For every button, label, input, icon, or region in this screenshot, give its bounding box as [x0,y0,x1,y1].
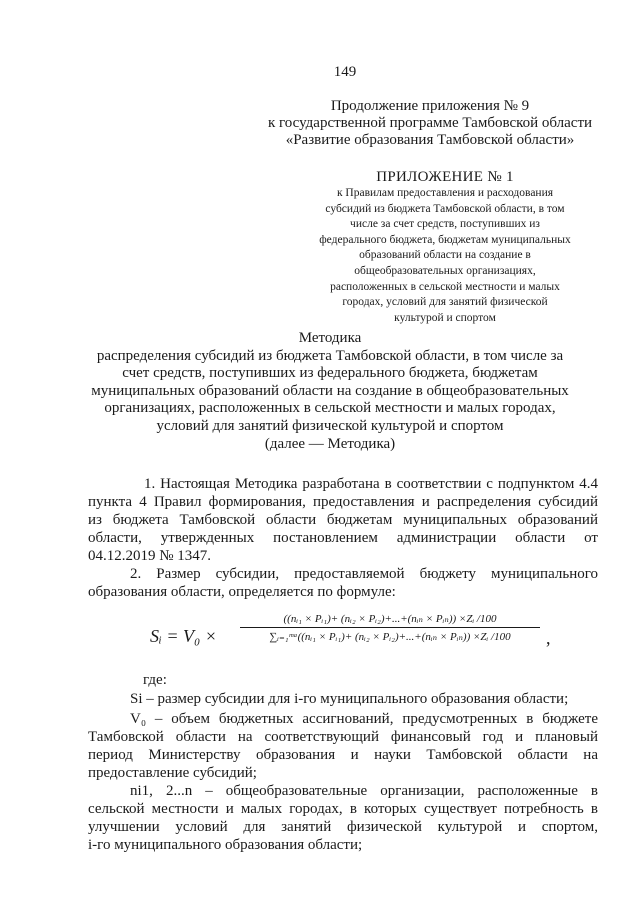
definition-n [88,782,598,854]
definition-si [88,690,598,708]
paragraph-line: пункта 4 Правил формирования, предоставления и распределения субсидий [88,494,598,510]
appendix-line: образований области на создание в [359,249,531,262]
appendix-line: числе за счет средств, поступивших из [350,218,540,231]
paragraph-line: области, утвержденных постановлением администрации области от [88,530,598,546]
appendix-subtitle [300,186,590,326]
methodology-line: муниципальных образований области на создание в общеобразовательных [91,382,569,399]
appendix-line: общеобразовательных организациях, [354,264,536,277]
paragraph-1 [88,475,598,565]
definition-line: улучшении условий для занятий физической культурой и спортом, [88,819,598,835]
methodology-title: Методика [298,330,362,346]
appendix-title: ПРИЛОЖЕНИЕ № 1 [376,169,514,185]
definition-line: V₀ – объем бюджетных ассигнований, предусмотренных в бюджете [130,711,598,727]
definition-line: ni1, 2...n – общеобразовательные организации, расположенные в [130,783,598,799]
page-number: 149 [333,64,357,80]
formula-trailing-comma: , [546,628,551,648]
paragraph-line: образования области, определяется по формуле: [88,584,396,600]
where-label: где: [143,672,167,688]
methodology-line: счет средств, поступивших из федерального бюджета, бюджетам [122,365,538,382]
methodology-line: условий для занятий физической культурой и спортом [156,417,504,434]
definition-line: период Министерству образования и науки Тамбовской области на [88,747,598,763]
paragraph-2 [88,565,598,601]
definition-vo [88,710,598,782]
formula-numerator: ((nᵢ₁ × Pᵢ₁)+ (nᵢ₂ × Pᵢ₂)+...+(nᵢₙ × Pᵢₙ)) ×Zᵢ /100 [283,613,497,625]
appendix-block [300,168,590,326]
definition-line: Si – размер субсидии для i-го муниципального образования области; [130,691,569,707]
appendix-line: субсидий из бюджета Тамбовской области, в том [325,202,565,215]
header-line: Продолжение приложения № 9 [330,98,530,114]
paragraph-line: из бюджета Тамбовской области бюджетам муниципальных образований [88,512,598,528]
methodology-line: (далее — Методика) [264,435,396,452]
header-line: к государственной программе Тамбовской области [267,115,593,131]
paragraph-line: 04.12.2019 № 1347. [88,548,212,564]
appendix-continuation-header [240,98,620,149]
header-line: «Развитие образования Тамбовской области» [285,132,575,148]
formula-fraction [240,612,540,643]
definition-line: предоставление субсидий; [88,765,257,781]
methodology-line: распределения субсидий из бюджета Тамбовской области, в том числе за [96,347,564,364]
definition-line: сельской местности и малых городах, в которых существует потребность в [88,801,598,817]
appendix-line: к Правилам предоставления и расходования [336,187,554,199]
appendix-line: культурой и спортом [394,311,496,324]
formula-denominator: ∑ᵢ₌₁ᵐᵃ((nᵢ₁ × Pᵢ₁)+ (nᵢ₂ × Pᵢ₂)+...+(nᵢₙ × Pᵢₙ)) ×Zᵢ /100 [269,631,511,643]
methodology-line: организациях, расположенных в сельской местности и малых городах, [104,400,556,417]
appendix-line: городах, условий для занятий физической [342,296,548,309]
paragraph-line: 1. Настоящая Методика разработана в соответствии с подпунктом 4.4 [144,476,598,492]
appendix-line: расположенных в сельской местности и малых [330,280,560,293]
definition-line: Тамбовской области на соответствующий финансовый год и плановый [88,729,598,745]
methodology-heading [80,330,580,453]
paragraph-line: 2. Размер субсидии, предоставляемой бюджету муниципального [130,566,598,582]
formula-lhs: Sᵢ = V₀ × [150,626,217,646]
subsidy-formula [150,612,610,666]
definition-line: i-го муниципального образования области; [88,837,363,853]
appendix-line: федерального бюджета, бюджетам муниципальных [319,233,571,246]
